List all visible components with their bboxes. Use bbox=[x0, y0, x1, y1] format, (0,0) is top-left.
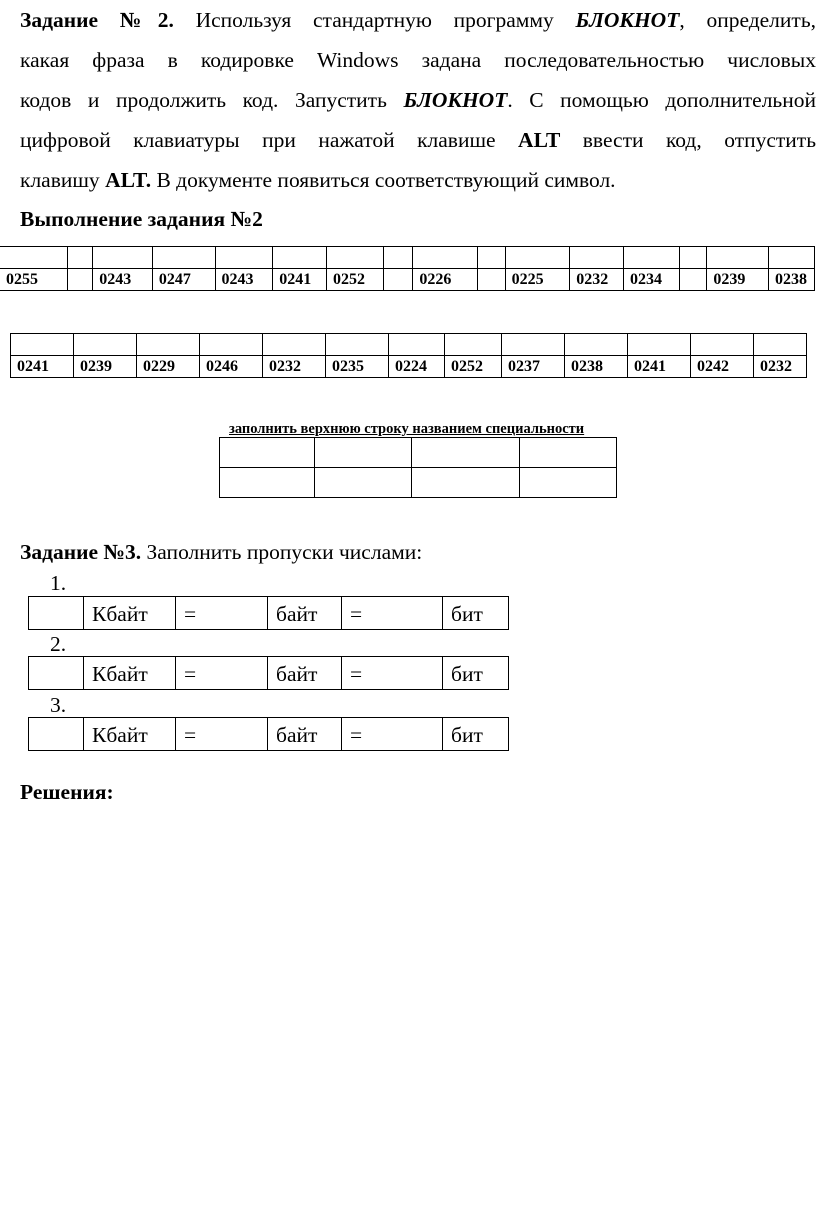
code-cell: 0235 bbox=[326, 356, 389, 378]
item-number: 1. bbox=[50, 571, 67, 595]
code-cell: 0252 bbox=[327, 269, 384, 291]
code-cell: 0242 bbox=[691, 356, 754, 378]
answer-cell[interactable] bbox=[505, 247, 570, 269]
kb-input-cell[interactable] bbox=[29, 657, 84, 690]
code-cell: 0243 bbox=[93, 269, 153, 291]
equals-sign-cell[interactable]: = bbox=[176, 597, 268, 630]
kb-input-cell[interactable] bbox=[29, 718, 84, 751]
specialty-cell[interactable] bbox=[315, 438, 412, 468]
answer-cell[interactable] bbox=[389, 334, 445, 356]
answer-cell[interactable] bbox=[326, 334, 389, 356]
byte-unit: байт bbox=[268, 718, 342, 751]
task3-heading: Задание №3. Заполнить пропуски числами: bbox=[20, 540, 423, 564]
alt-key: ALT bbox=[518, 128, 561, 152]
equals-sign-cell[interactable]: = bbox=[342, 597, 443, 630]
equals-sign-cell[interactable]: = bbox=[342, 657, 443, 690]
kb-unit: Кбайт bbox=[84, 657, 176, 690]
code-cell: 0234 bbox=[624, 269, 680, 291]
code-cell: 0239 bbox=[707, 269, 769, 291]
code-cell: 0255 bbox=[0, 269, 67, 291]
code-cell: 0238 bbox=[769, 269, 815, 291]
codes-table-1 bbox=[0, 246, 815, 291]
alt-key: ALT. bbox=[105, 168, 152, 192]
answer-cell[interactable] bbox=[679, 247, 707, 269]
empty-code-cell bbox=[67, 269, 93, 291]
equals-sign-cell[interactable]: = bbox=[176, 657, 268, 690]
specialty-cell[interactable] bbox=[315, 468, 412, 498]
task2-line-4: цифровой клавиатуры при нажатой клавише ALT ввести код, отпустить bbox=[20, 128, 816, 152]
byte-unit: байт bbox=[268, 657, 342, 690]
answer-cell[interactable] bbox=[11, 334, 74, 356]
task3-label: Задание №3. bbox=[20, 540, 142, 564]
notepad-name: БЛОКНОТ bbox=[575, 8, 680, 32]
answer-cell[interactable] bbox=[565, 334, 628, 356]
answer-cell[interactable] bbox=[67, 247, 93, 269]
empty-code-cell bbox=[477, 269, 505, 291]
answer-cell[interactable] bbox=[383, 247, 413, 269]
task2-line-3: кодов и продолжить код. Запустить БЛОКНОТ. С помощью дополнительной bbox=[20, 88, 816, 112]
answer-cell[interactable] bbox=[327, 247, 384, 269]
byte-unit: байт bbox=[268, 597, 342, 630]
solutions-heading: Решения: bbox=[20, 780, 114, 804]
answer-row bbox=[11, 334, 807, 356]
item-number: 2. bbox=[50, 632, 67, 656]
code-cell: 0241 bbox=[273, 269, 327, 291]
item-number: 3. bbox=[50, 693, 67, 717]
answer-cell[interactable] bbox=[0, 247, 67, 269]
task2-label: Задание №2. bbox=[20, 8, 174, 32]
specialty-table bbox=[219, 437, 617, 498]
empty-code-cell bbox=[679, 269, 707, 291]
code-row bbox=[11, 356, 807, 378]
answer-cell[interactable] bbox=[74, 334, 137, 356]
code-cell: 0252 bbox=[445, 356, 502, 378]
answer-cell[interactable] bbox=[769, 247, 815, 269]
task2-line-5: клавишу ALT. В документе появиться соответствующий символ. bbox=[20, 168, 616, 192]
kb-input-cell[interactable] bbox=[29, 597, 84, 630]
specialty-cell[interactable] bbox=[520, 468, 617, 498]
conversion-table bbox=[28, 656, 509, 690]
kb-unit: Кбайт bbox=[84, 597, 176, 630]
answer-cell[interactable] bbox=[754, 334, 807, 356]
specialty-cell[interactable] bbox=[520, 438, 617, 468]
code-cell: 0224 bbox=[389, 356, 445, 378]
answer-cell[interactable] bbox=[570, 247, 624, 269]
kb-unit: Кбайт bbox=[84, 718, 176, 751]
task2-paragraph bbox=[20, 0, 816, 200]
answer-cell[interactable] bbox=[445, 334, 502, 356]
bit-unit: бит bbox=[443, 657, 509, 690]
code-cell: 0225 bbox=[505, 269, 570, 291]
equals-sign-cell[interactable]: = bbox=[342, 718, 443, 751]
answer-cell[interactable] bbox=[215, 247, 273, 269]
code-cell: 0232 bbox=[263, 356, 326, 378]
answer-cell[interactable] bbox=[137, 334, 200, 356]
code-cell: 0238 bbox=[565, 356, 628, 378]
answer-cell[interactable] bbox=[628, 334, 691, 356]
empty-code-cell bbox=[383, 269, 413, 291]
answer-cell[interactable] bbox=[502, 334, 565, 356]
conversion-table bbox=[28, 596, 509, 630]
code-cell: 0241 bbox=[628, 356, 691, 378]
answer-cell[interactable] bbox=[413, 247, 478, 269]
code-cell: 0226 bbox=[413, 269, 478, 291]
code-cell: 0239 bbox=[74, 356, 137, 378]
task2-line-2: какая фраза в кодировке Windows задана последовательностью числовых bbox=[20, 48, 816, 72]
code-cell: 0247 bbox=[152, 269, 215, 291]
code-cell: 0232 bbox=[570, 269, 624, 291]
codes-table-2 bbox=[10, 333, 807, 378]
equals-sign-cell[interactable]: = bbox=[176, 718, 268, 751]
specialty-cell[interactable] bbox=[220, 438, 315, 468]
code-row bbox=[0, 269, 815, 291]
answer-cell[interactable] bbox=[93, 247, 153, 269]
code-cell: 0232 bbox=[754, 356, 807, 378]
code-cell: 0241 bbox=[11, 356, 74, 378]
answer-cell[interactable] bbox=[624, 247, 680, 269]
answer-cell[interactable] bbox=[707, 247, 769, 269]
conversion-table bbox=[28, 717, 509, 751]
answer-cell[interactable] bbox=[200, 334, 263, 356]
notepad-name: БЛОКНОТ bbox=[403, 88, 508, 112]
specialty-cell[interactable] bbox=[220, 468, 315, 498]
code-cell: 0229 bbox=[137, 356, 200, 378]
answer-cell[interactable] bbox=[273, 247, 327, 269]
bit-unit: бит bbox=[443, 718, 509, 751]
task2-line-1: Задание №2. Используя стандартную программу БЛОКНОТ, определить, bbox=[20, 8, 816, 32]
code-cell: 0246 bbox=[200, 356, 263, 378]
answer-cell[interactable] bbox=[152, 247, 215, 269]
answer-cell[interactable] bbox=[477, 247, 505, 269]
code-cell: 0237 bbox=[502, 356, 565, 378]
specialty-caption: заполнить верхнюю строку названием специальности bbox=[229, 421, 585, 437]
answer-cell[interactable] bbox=[263, 334, 326, 356]
answer-cell[interactable] bbox=[691, 334, 754, 356]
answer-row bbox=[0, 247, 815, 269]
code-cell: 0243 bbox=[215, 269, 273, 291]
specialty-cell[interactable] bbox=[412, 468, 520, 498]
section-heading: Выполнение задания №2 bbox=[20, 207, 263, 231]
specialty-cell[interactable] bbox=[412, 438, 520, 468]
bit-unit: бит bbox=[443, 597, 509, 630]
